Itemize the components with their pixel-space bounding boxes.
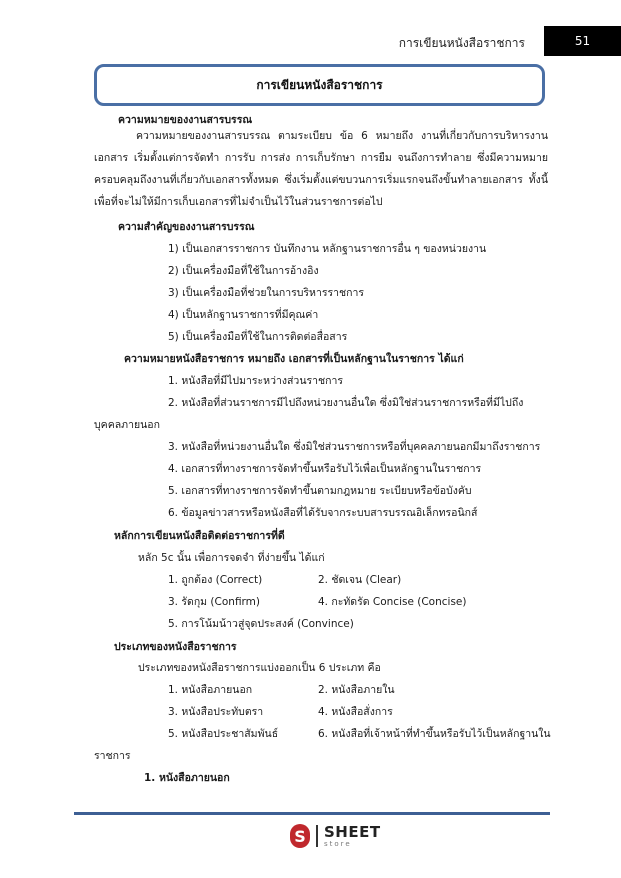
- list-item: 5. การโน้มน้าวสู่จุดประสงค์ (Convince): [168, 618, 354, 630]
- logo-brand-sub: store: [324, 839, 352, 848]
- section-heading-meaning: ความหมายของงานสารบรรณ: [118, 114, 253, 126]
- paragraph-line: เพื่อที่จะไม่ให้มีการเก็บเอกสารที่ไม่จำเป็นไว้ในส่วนราชการต่อไป: [94, 196, 383, 208]
- subsection-heading: 1. หนังสือภายนอก: [144, 772, 230, 784]
- list-item: 4) เป็นหลักฐานราชการที่มีคุณค่า: [168, 309, 319, 321]
- logo-text: [324, 822, 381, 848]
- paragraph-line: ครอบคลุมถึงงานที่เกี่ยวกับเอกสารทั้งหมด ซึ่งเริ่มตั้งแต่ขบวนการเริ่มแรกจนถึงขั้นทำลายเอกสาร ทั้งนี้: [94, 174, 548, 186]
- logo-brand: SHEET: [324, 822, 381, 841]
- list-item: 3) เป็นเครื่องมือที่ช่วยในการบริหารราชการ: [168, 287, 365, 299]
- list-item-continued: บุคคลภายนอก: [94, 419, 160, 431]
- list-item: 6. หนังสือที่เจ้าหน้าที่ทำขึ้นหรือรับไว้เป็นหลักฐานใน: [318, 728, 551, 740]
- list-item: 3. รัดกุม (Confirm): [168, 596, 261, 608]
- paragraph-line: ความหมายของงานสารบรรณ ตามระเบียบ ข้อ 6 หมายถึง งานที่เกี่ยวกับการบริหารงาน: [136, 130, 548, 142]
- list-item: 6. ข้อมูลข่าวสารหรือหนังสือที่ได้รับจากระบบสารบรรณอิเล็กทรอนิกส์: [168, 507, 478, 519]
- list-item: 1) เป็นเอกสารราชการ บันทึกงาน หลักฐานราชการอื่น ๆ ของหน่วยงาน: [168, 243, 487, 255]
- list-item: 3. หนังสือประทับตรา: [168, 706, 264, 718]
- list-item: 2. หนังสือที่ส่วนราชการมีไปถึงหน่วยงานอื่นใด ซึ่งมิใช่ส่วนราชการหรือที่มีไปถึง: [168, 397, 524, 409]
- list-item-continued: ราชการ: [94, 750, 131, 762]
- list-item: 4. หนังสือสั่งการ: [318, 706, 393, 718]
- page-number: 51: [544, 26, 621, 56]
- list-item: 3. หนังสือที่หน่วยงานอื่นใด ซึ่งมิใช่ส่วนราชการหรือที่บุคคลภายนอกมีมาถึงราชการ: [168, 441, 541, 453]
- list-item: 1. หนังสือภายนอก: [168, 684, 253, 696]
- sheet-store-logo: [290, 824, 381, 848]
- list-item: 2) เป็นเครื่องมือที่ใช้ในการอ้างอิง: [168, 265, 319, 277]
- list-item: 2. หนังสือภายใน: [318, 684, 395, 696]
- list-item: 4. เอกสารที่ทางราชการจัดทำขึ้นหรือรับไว้เพื่อเป็นหลักฐานในราชการ: [168, 463, 482, 475]
- list-item: 5) เป็นเครื่องมือที่ใช้ในการติดต่อสื่อสาร: [168, 331, 348, 343]
- logo-divider: [316, 825, 318, 847]
- list-item: 1. ถูกต้อง (Correct): [168, 574, 263, 586]
- section-heading-importance: ความสำคัญของงานสารบรรณ: [118, 221, 255, 233]
- section-heading-definition: ความหมายหนังสือราชการ หมายถึง เอกสารที่เป็นหลักฐานในราชการ ได้แก่: [124, 353, 464, 365]
- paragraph-line: ประเภทของหนังสือราชการแบ่งออกเป็น 6 ประเภท คือ: [138, 662, 381, 674]
- logo-s-icon: S: [290, 824, 310, 848]
- footer-divider: [74, 812, 550, 815]
- paragraph-line: หลัก 5c นั้น เพื่อการจดจำ ที่ง่ายขึ้น ได้แก่: [138, 552, 325, 564]
- list-item: 2. ชัดเจน (Clear): [318, 574, 402, 586]
- running-header: การเขียนหนังสือราชการ: [398, 36, 525, 50]
- list-item: 1. หนังสือที่มีไปมาระหว่างส่วนราชการ: [168, 375, 344, 387]
- page-title: การเขียนหนังสือราชการ: [94, 64, 545, 106]
- list-item: 5. หนังสือประชาสัมพันธ์: [168, 728, 279, 740]
- list-item: 4. กะทัดรัด Concise (Concise): [318, 596, 467, 608]
- section-heading-types: ประเภทของหนังสือราชการ: [114, 641, 237, 653]
- list-item: 5. เอกสารที่ทางราชการจัดทำขึ้นตามกฎหมาย ระเบียบหรือข้อบังคับ: [168, 485, 472, 497]
- section-heading-principles: หลักการเขียนหนังสือติดต่อราชการที่ดี: [114, 530, 285, 542]
- paragraph-line: เอกสาร เริ่มตั้งแต่การจัดทำ การรับ การส่ง การเก็บรักษา การยืม จนถึงการทำลาย ซึ่งมีความหมาย: [94, 152, 548, 164]
